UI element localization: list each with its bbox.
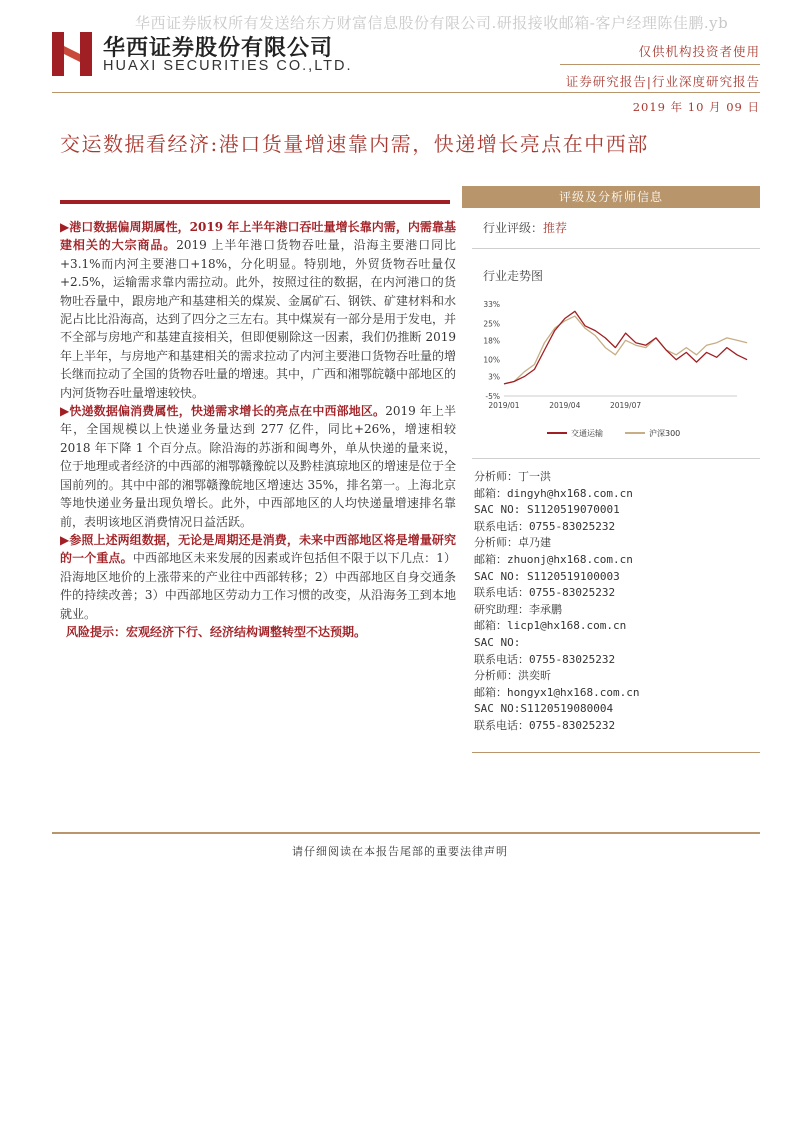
analyst-role: 分析师： [474, 536, 518, 550]
analyst-phone: 0755-83025232 [529, 519, 616, 533]
analyst-email[interactable]: zhuonj@hx168.com.cn [507, 552, 633, 566]
analyst-name: 洪奕昕 [518, 669, 551, 683]
y-tick-label: 3% [488, 372, 500, 382]
sac-label: SAC NO: [474, 569, 521, 583]
report-type: 证券研究报告|行业深度研究报告 [565, 74, 760, 89]
summary-paragraph-express [60, 402, 456, 531]
ports-body: 2019 上半年港口货物吞吐量，沿海主要港口同比+3.1%而内河主要港口+18%，分化明显。特别地，外贸货物吞吐量仅+2.5%，运输需求靠内需拉动。此外，按照过往的数据，在内河港口的货物吐吞量中，跟房地产和基建相关的煤炭、金属矿石、钢铁、矿建材料和水泥占比比沿海高，达到了四分之三左右。其中煤炭有一部分是用于发电，并不全部与房地产和基建直接相关，但即便剔除这一因素，我们仍推断 2019 年上半年，与房地产和基建相关的需求拉动了内河主要港口货物吞吐量的增长继而拉动了全国的货物吞吐量的增速。其中，广西和湘鄂皖赣中部地区的内河货物吞吐量增速较快。 [60, 238, 457, 400]
header-divider [52, 92, 760, 93]
x-tick-label: 2019/04 [549, 401, 581, 410]
company-name-cn: 华西证券股份有限公司 [103, 36, 334, 61]
rating-value: 推荐 [543, 221, 568, 235]
analyst-phone: 0755-83025232 [529, 718, 616, 732]
analyst-role: 分析师： [474, 470, 518, 483]
analyst-sac: S1120519100003 [526, 569, 620, 583]
title-accent-bar [60, 200, 450, 204]
huaxi-logo-icon [52, 32, 92, 76]
y-tick-label: 18% [483, 336, 500, 346]
analyst-email[interactable]: dingyh@hx168.com.cn [507, 486, 633, 500]
legal-notice: 请仔细阅读在本报告尾部的重要法律声明 [292, 845, 508, 858]
rating-analyst-header: 评级及分析师信息 [462, 186, 760, 208]
industry-rating [483, 219, 567, 236]
risk-text: 宏观经济下行、经济结构调整转型不达预期。 [126, 624, 367, 639]
analyst-block-3 [474, 602, 754, 668]
analyst-email[interactable]: licp1@hx168.com.cn [507, 619, 627, 633]
express-lead: ▶快递数据偏消费属性，快递需求增长的亮点在中西部地区。 [60, 404, 386, 419]
analyst-name: 李承鹏 [529, 602, 562, 616]
analyst-block-1 [474, 469, 754, 535]
email-label: 邮箱： [474, 619, 507, 633]
trend-chart-label: 行业走势图 [483, 269, 544, 283]
industry-trend-chart [472, 296, 752, 446]
legend-label: 交通运输 [571, 429, 603, 438]
sac-label: SAC NO: [474, 635, 521, 649]
y-tick-label: 33% [483, 300, 500, 309]
y-tick-label: 10% [483, 355, 500, 365]
summary-column [60, 218, 456, 641]
footer-divider [52, 832, 760, 834]
analyst-name: 丁一洪 [518, 470, 551, 483]
x-tick-label: 2019/07 [609, 401, 642, 410]
report-title: 交运数据看经济:港口货量增速靠内需，快递增长亮点在中西部 [60, 132, 649, 156]
y-tick-label: 25% [483, 319, 500, 329]
analyst-role: 分析师： [474, 669, 518, 683]
email-label: 邮箱： [474, 486, 507, 500]
x-tick-label: 2019/01 [488, 401, 520, 410]
legend-label: 沪深300 [649, 429, 681, 438]
phone-label: 联系电话： [474, 586, 529, 600]
analyst-phone: 0755-83025232 [529, 586, 616, 600]
risk-warning [60, 623, 456, 641]
header-divider-short [560, 64, 760, 65]
sidebar-divider-1 [472, 248, 760, 249]
ports-lead: ▶港口数据偏周期属性，2019 年上半年港口吞吐量增长靠内需，内需靠基建相关的大宗商品。 [60, 220, 456, 253]
analyst-block-4 [474, 668, 754, 734]
analyst-block-2 [474, 535, 754, 601]
series-line-transport [504, 311, 747, 384]
company-name-en: HUAXI SECURITIES CO.,LTD. [103, 58, 353, 74]
outlook-lead: ▶参照上述两组数据，无论是周期还是消费，未来中西部地区将是增量研究的一个重点。 [60, 532, 456, 566]
email-label: 邮箱： [474, 552, 507, 566]
express-body: 2019 年上半年，全国规模以上快递业务量达到 277 亿件，同比+26%，增速相较 2018 年下降 1 个百分点。除沿海的苏浙和闽粤外，单从快递的量来说，位于地理或者经济的中西部的湘鄂赣豫皖以及黔桂滇琼地区的增速是位于全国前列的。其中中部的湘鄂赣豫皖地区增速达 35%，排名第一。上海北京等地快递业务量出现负增长。此外，中西部地区的人均快递量增速排名靠前，表明该地区消费情况日益活跃。 [60, 404, 457, 529]
analyst-email[interactable]: hongyx1@hx168.com.cn [507, 685, 640, 699]
summary-paragraph-ports [60, 218, 456, 402]
outlook-body: 中西部地区未来发展的因素或许包括但不限于以下几点：1）沿海地区地价的上涨带来的产业往中西部转移；2）中西部地区自身交通条件的持续改善；3）中西部地区劳动力工作习惯的改变，从沿海务工到本地就业。 [60, 551, 456, 621]
analyst-sac: S1120519080004 [520, 702, 614, 716]
analyst-role: 研究助理： [474, 602, 529, 616]
watermark-text: 华西证券版权所有发送给东方财富信息股份有限公司.研报接收邮箱-客户经理陈佳鹏.yb [135, 14, 729, 32]
analyst-name: 卓乃建 [518, 536, 551, 550]
report-date: 2019 年 10 月 09 日 [632, 100, 760, 114]
institutional-only-notice: 仅供机构投资者使用 [638, 44, 760, 59]
analyst-phone: 0755-83025232 [529, 652, 616, 666]
analyst-list [474, 469, 754, 735]
phone-label: 联系电话： [474, 652, 529, 666]
phone-label: 联系电话： [474, 718, 529, 732]
y-tick-label: -5% [485, 392, 500, 401]
sac-label: SAC NO: [474, 702, 521, 716]
phone-label: 联系电话： [474, 519, 529, 533]
email-label: 邮箱： [474, 685, 507, 699]
rating-label: 行业评级： [483, 221, 544, 235]
sidebar-divider-2 [472, 458, 760, 459]
summary-paragraph-outlook [60, 531, 456, 623]
analyst-sac: S1120519070001 [526, 503, 620, 517]
risk-label: 风险提示： [66, 624, 127, 639]
sidebar-bottom-rule [472, 752, 760, 753]
sac-label: SAC NO: [474, 503, 521, 517]
series-line-hs300 [504, 316, 747, 384]
